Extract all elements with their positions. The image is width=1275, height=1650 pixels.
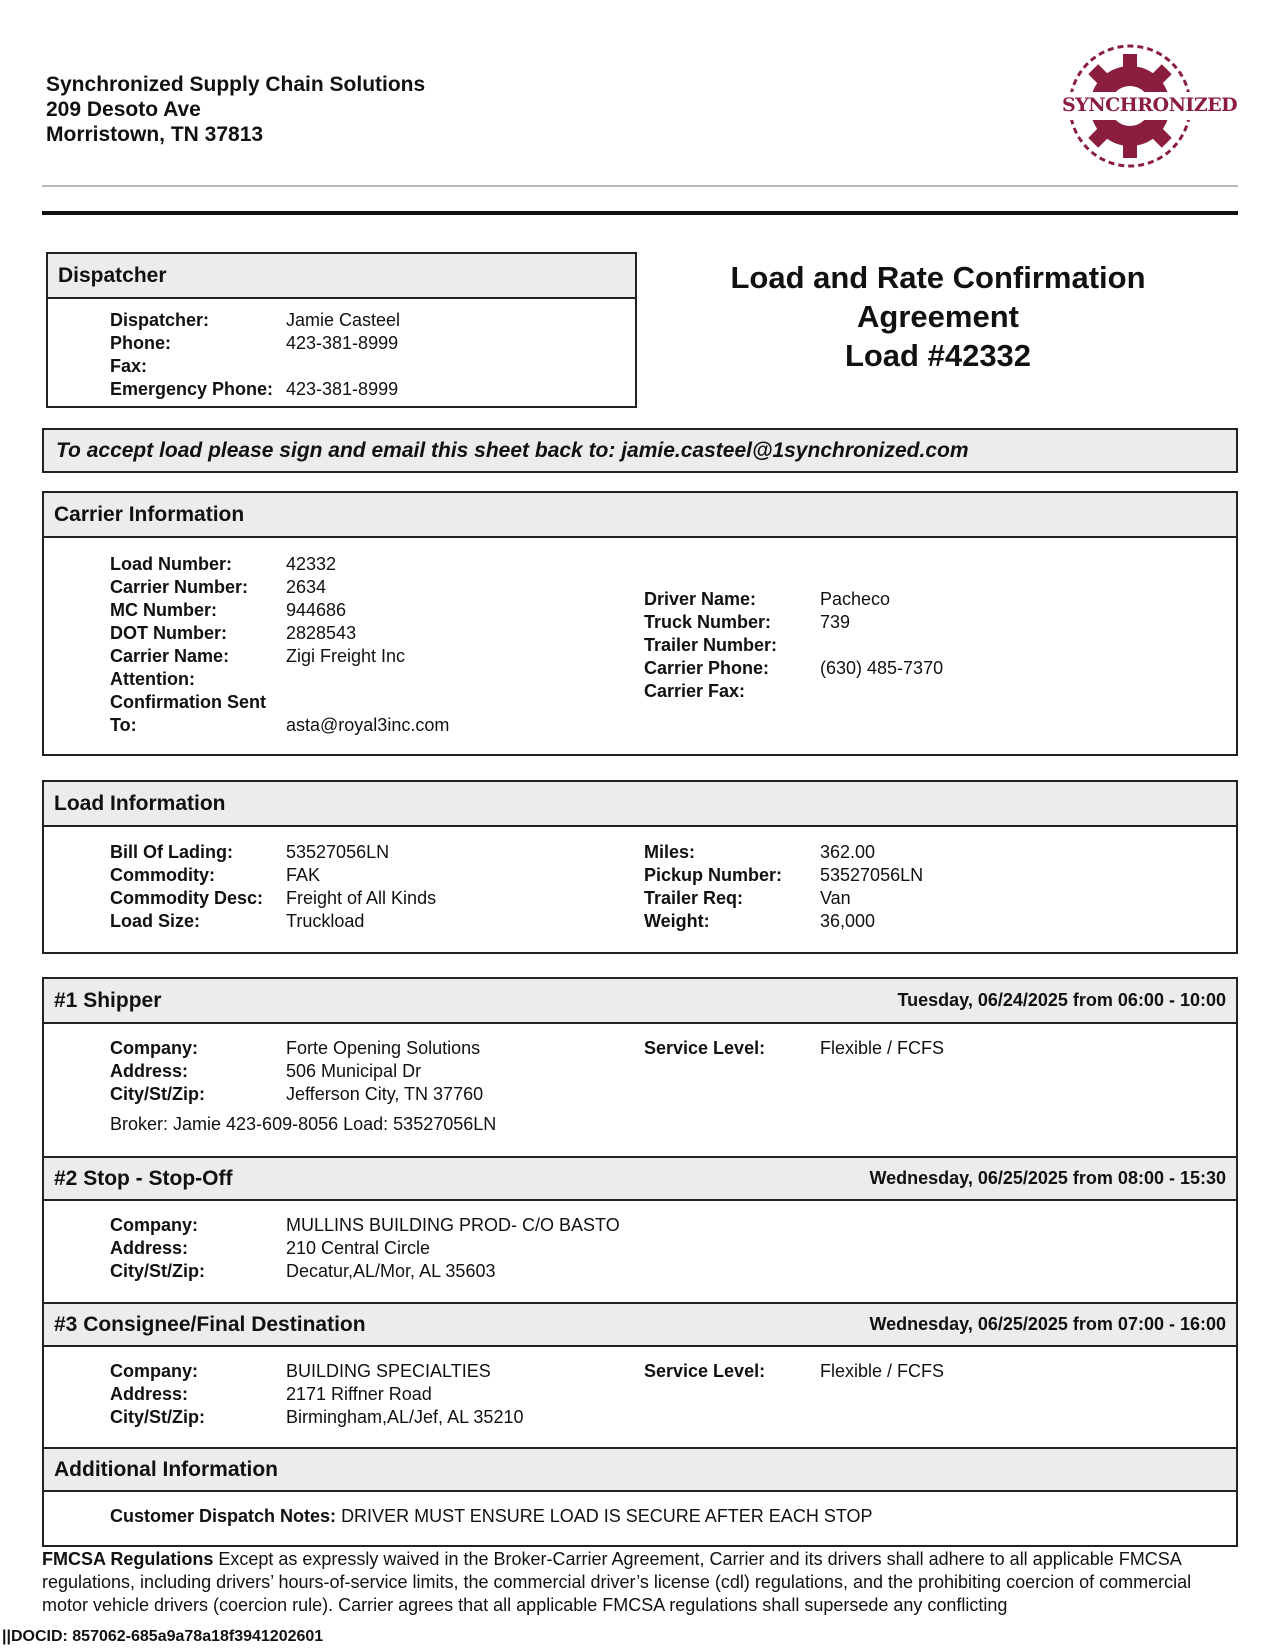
- stop-3-company-label: Company:: [110, 1361, 199, 1381]
- dispatch-notes-label: Customer Dispatch Notes:: [110, 1506, 337, 1526]
- stop-1-city-label: City/St/Zip:: [110, 1084, 205, 1104]
- load-right-fields: [644, 841, 1204, 936]
- additional-info-body: [44, 1492, 1236, 1542]
- fmcsa-text: Except as expressly waived in the Broker-Carrier Agreement, Carrier and its drivers shall adhere to all applicable FMCSA regulations, including drivers’ hours-of-service limits, the commercial driver’s license (cdl) regulations, and the prohibiting coercion of commercial motor vehicle drivers (coercion rule). Carrier agrees that all applicable FMCSA regulations shall supersede any conflicting: [42, 1549, 1192, 1615]
- carrier-number-label: Carrier Number:: [110, 577, 249, 597]
- stop-3-fields: [110, 1360, 630, 1440]
- dispatcher-box: [46, 252, 637, 408]
- stop-1-service-label: Service Level:: [644, 1038, 766, 1058]
- stop-2-address-label: Address:: [110, 1238, 189, 1258]
- header-divider-thin: [42, 185, 1238, 187]
- stop-3-header: [44, 1302, 1236, 1347]
- title-line-3: Load #42332: [844, 338, 1032, 373]
- carrier-info-header: Carrier Information: [44, 493, 1236, 538]
- stop-3-city-label: City/St/Zip:: [110, 1407, 205, 1427]
- trailer-req-value: Van: [820, 888, 851, 908]
- stop-2-company-value: MULLINS BUILDING PROD- C/O BASTO: [286, 1215, 620, 1235]
- emergency-phone-value: 423-381-8999: [286, 379, 399, 399]
- stop-1-service: [644, 1037, 1204, 1062]
- stop-2-city-label: City/St/Zip:: [110, 1261, 205, 1281]
- dispatcher-label: Dispatcher:: [110, 310, 210, 330]
- logo-text: SYNCHRONIZED: [1062, 94, 1238, 116]
- pickup-number-value: 53527056LN: [820, 865, 924, 885]
- commodity-label: Commodity:: [110, 865, 215, 885]
- emergency-phone-label: Emergency Phone:: [110, 379, 274, 399]
- load-left-fields: [110, 841, 630, 936]
- driver-name-label: Driver Name:: [644, 589, 757, 609]
- stop-3-address-label: Address:: [110, 1384, 189, 1404]
- carrier-info-box: [42, 491, 1238, 756]
- document-id: ||DOCID: 857062-685a9a78a18f3941202601: [2, 1628, 327, 1646]
- stop-1-company-value: Forte Opening Solutions: [286, 1038, 481, 1058]
- mc-number-label: MC Number:: [110, 600, 217, 620]
- pickup-number-label: Pickup Number:: [644, 865, 783, 885]
- mc-number-value: 944686: [286, 600, 347, 620]
- stop-3-city-value: Birmingham,AL/Jef, AL 35210: [286, 1407, 524, 1427]
- load-number-value: 42332: [286, 554, 337, 574]
- stop-1-header: [44, 979, 1236, 1024]
- company-address-block: [46, 72, 425, 147]
- miles-label: Miles:: [644, 842, 696, 862]
- load-size-value: Truckload: [286, 911, 365, 931]
- carrier-fax-label: Carrier Fax:: [644, 681, 746, 701]
- stop-2-title: #2 Stop - Stop-Off: [54, 1166, 233, 1190]
- stop-3-service-label: Service Level:: [644, 1361, 766, 1381]
- stops-box: [42, 977, 1238, 1547]
- carrier-right-fields: [644, 588, 1204, 708]
- stop-2-header: [44, 1156, 1236, 1201]
- weight-value: 36,000: [820, 911, 876, 931]
- phone-value: 423-381-8999: [286, 333, 399, 353]
- dispatcher-fields: [110, 309, 630, 404]
- confirmation-email-value: asta@royal3inc.com: [286, 715, 450, 735]
- title-line-1: Load and Rate Confirmation: [730, 260, 1146, 295]
- commodity-desc-value: Freight of All Kinds: [286, 888, 437, 908]
- stop-2-body: [44, 1201, 1236, 1302]
- fmcsa-regulations: [42, 1548, 1242, 1617]
- stop-1-time-window: Tuesday, 06/24/2025 from 06:00 - 10:00: [897, 990, 1226, 1010]
- stop-1-company-label: Company:: [110, 1038, 199, 1058]
- stop-2-company-label: Company:: [110, 1215, 199, 1235]
- accept-instructions: To accept load please sign and email this sheet back to: jamie.casteel@1synchronized.com: [42, 428, 1238, 473]
- dot-number-label: DOT Number:: [110, 623, 227, 643]
- carrier-left-fields: [110, 553, 630, 743]
- stop-1-city-value: Jefferson City, TN 37760: [286, 1084, 484, 1104]
- stop-3-body: [44, 1347, 1236, 1447]
- stop-1-address-value: 506 Municipal Dr: [286, 1061, 422, 1081]
- carrier-phone-label: Carrier Phone:: [644, 658, 770, 678]
- stop-2-fields: [110, 1214, 670, 1294]
- company-city: Morristown, TN 37813: [46, 123, 264, 146]
- truck-number-value: 739: [820, 612, 851, 632]
- title-line-2: Agreement: [857, 299, 1019, 334]
- stop-3-time-window: Wednesday, 06/25/2025 from 07:00 - 16:00: [869, 1314, 1226, 1334]
- commodity-desc-label: Commodity Desc:: [110, 888, 264, 908]
- fmcsa-label: FMCSA Regulations: [42, 1549, 214, 1569]
- stop-3-address-value: 2171 Riffner Road: [286, 1384, 432, 1404]
- document-title: [658, 258, 1218, 375]
- confirmation-to-label: To:: [110, 715, 137, 735]
- header-divider-thick: [42, 211, 1238, 215]
- commodity-value: FAK: [286, 865, 321, 885]
- company-street: 209 Desoto Ave: [46, 98, 201, 121]
- driver-name-value: Pacheco: [820, 589, 891, 609]
- additional-info-title: Additional Information: [54, 1457, 278, 1481]
- bill-of-lading-label: Bill Of Lading:: [110, 842, 233, 862]
- load-info-header: Load Information: [44, 782, 1236, 827]
- phone-label: Phone:: [110, 333, 171, 353]
- carrier-phone-value: (630) 485-7370: [820, 658, 944, 678]
- stop-1-title: #1 Shipper: [54, 988, 162, 1012]
- truck-number-label: Truck Number:: [644, 612, 772, 632]
- synchronized-logo: [1062, 42, 1238, 177]
- trailer-number-label: Trailer Number:: [644, 635, 778, 655]
- stop-1-fields: [110, 1037, 630, 1147]
- miles-value: 362.00: [820, 842, 876, 862]
- stop-3-company-value: BUILDING SPECIALTIES: [286, 1361, 491, 1381]
- attention-label: Attention:: [110, 669, 195, 689]
- load-size-label: Load Size:: [110, 911, 201, 931]
- dispatch-notes: [110, 1505, 1210, 1530]
- stop-3-title: #3 Consignee/Final Destination: [54, 1312, 366, 1336]
- carrier-name-value: Zigi Freight Inc: [286, 646, 406, 666]
- stop-2-city-value: Decatur,AL/Mor, AL 35603: [286, 1261, 496, 1281]
- company-name: Synchronized Supply Chain Solutions: [46, 73, 426, 96]
- stop-3-service: [644, 1360, 1204, 1385]
- dot-number-value: 2828543: [286, 623, 357, 643]
- carrier-name-label: Carrier Name:: [110, 646, 230, 666]
- additional-info-header: [44, 1447, 1236, 1492]
- fax-label: Fax:: [110, 356, 148, 376]
- dispatch-notes-value: DRIVER MUST ENSURE LOAD IS SECURE AFTER EACH STOP: [341, 1506, 873, 1526]
- load-info-box: [42, 780, 1238, 954]
- stop-3-service-value: Flexible / FCFS: [820, 1361, 945, 1381]
- carrier-number-value: 2634: [286, 577, 327, 597]
- stop-1-broker-note: Broker: Jamie 423-609-8056 Load: 53527056LN: [110, 1114, 497, 1134]
- stop-2-time-window: Wednesday, 06/25/2025 from 08:00 - 15:30: [869, 1168, 1226, 1188]
- stop-1-service-value: Flexible / FCFS: [820, 1038, 945, 1058]
- confirmation-sent-label: Confirmation Sent: [110, 692, 266, 712]
- dispatcher-header: Dispatcher: [48, 254, 635, 299]
- bill-of-lading-value: 53527056LN: [286, 842, 390, 862]
- load-number-label: Load Number:: [110, 554, 233, 574]
- weight-label: Weight:: [644, 911, 710, 931]
- trailer-req-label: Trailer Req:: [644, 888, 744, 908]
- stop-2-address-value: 210 Central Circle: [286, 1238, 431, 1258]
- dispatcher-name: Jamie Casteel: [286, 310, 401, 330]
- stop-1-address-label: Address:: [110, 1061, 189, 1081]
- stop-1-body: [44, 1024, 1236, 1156]
